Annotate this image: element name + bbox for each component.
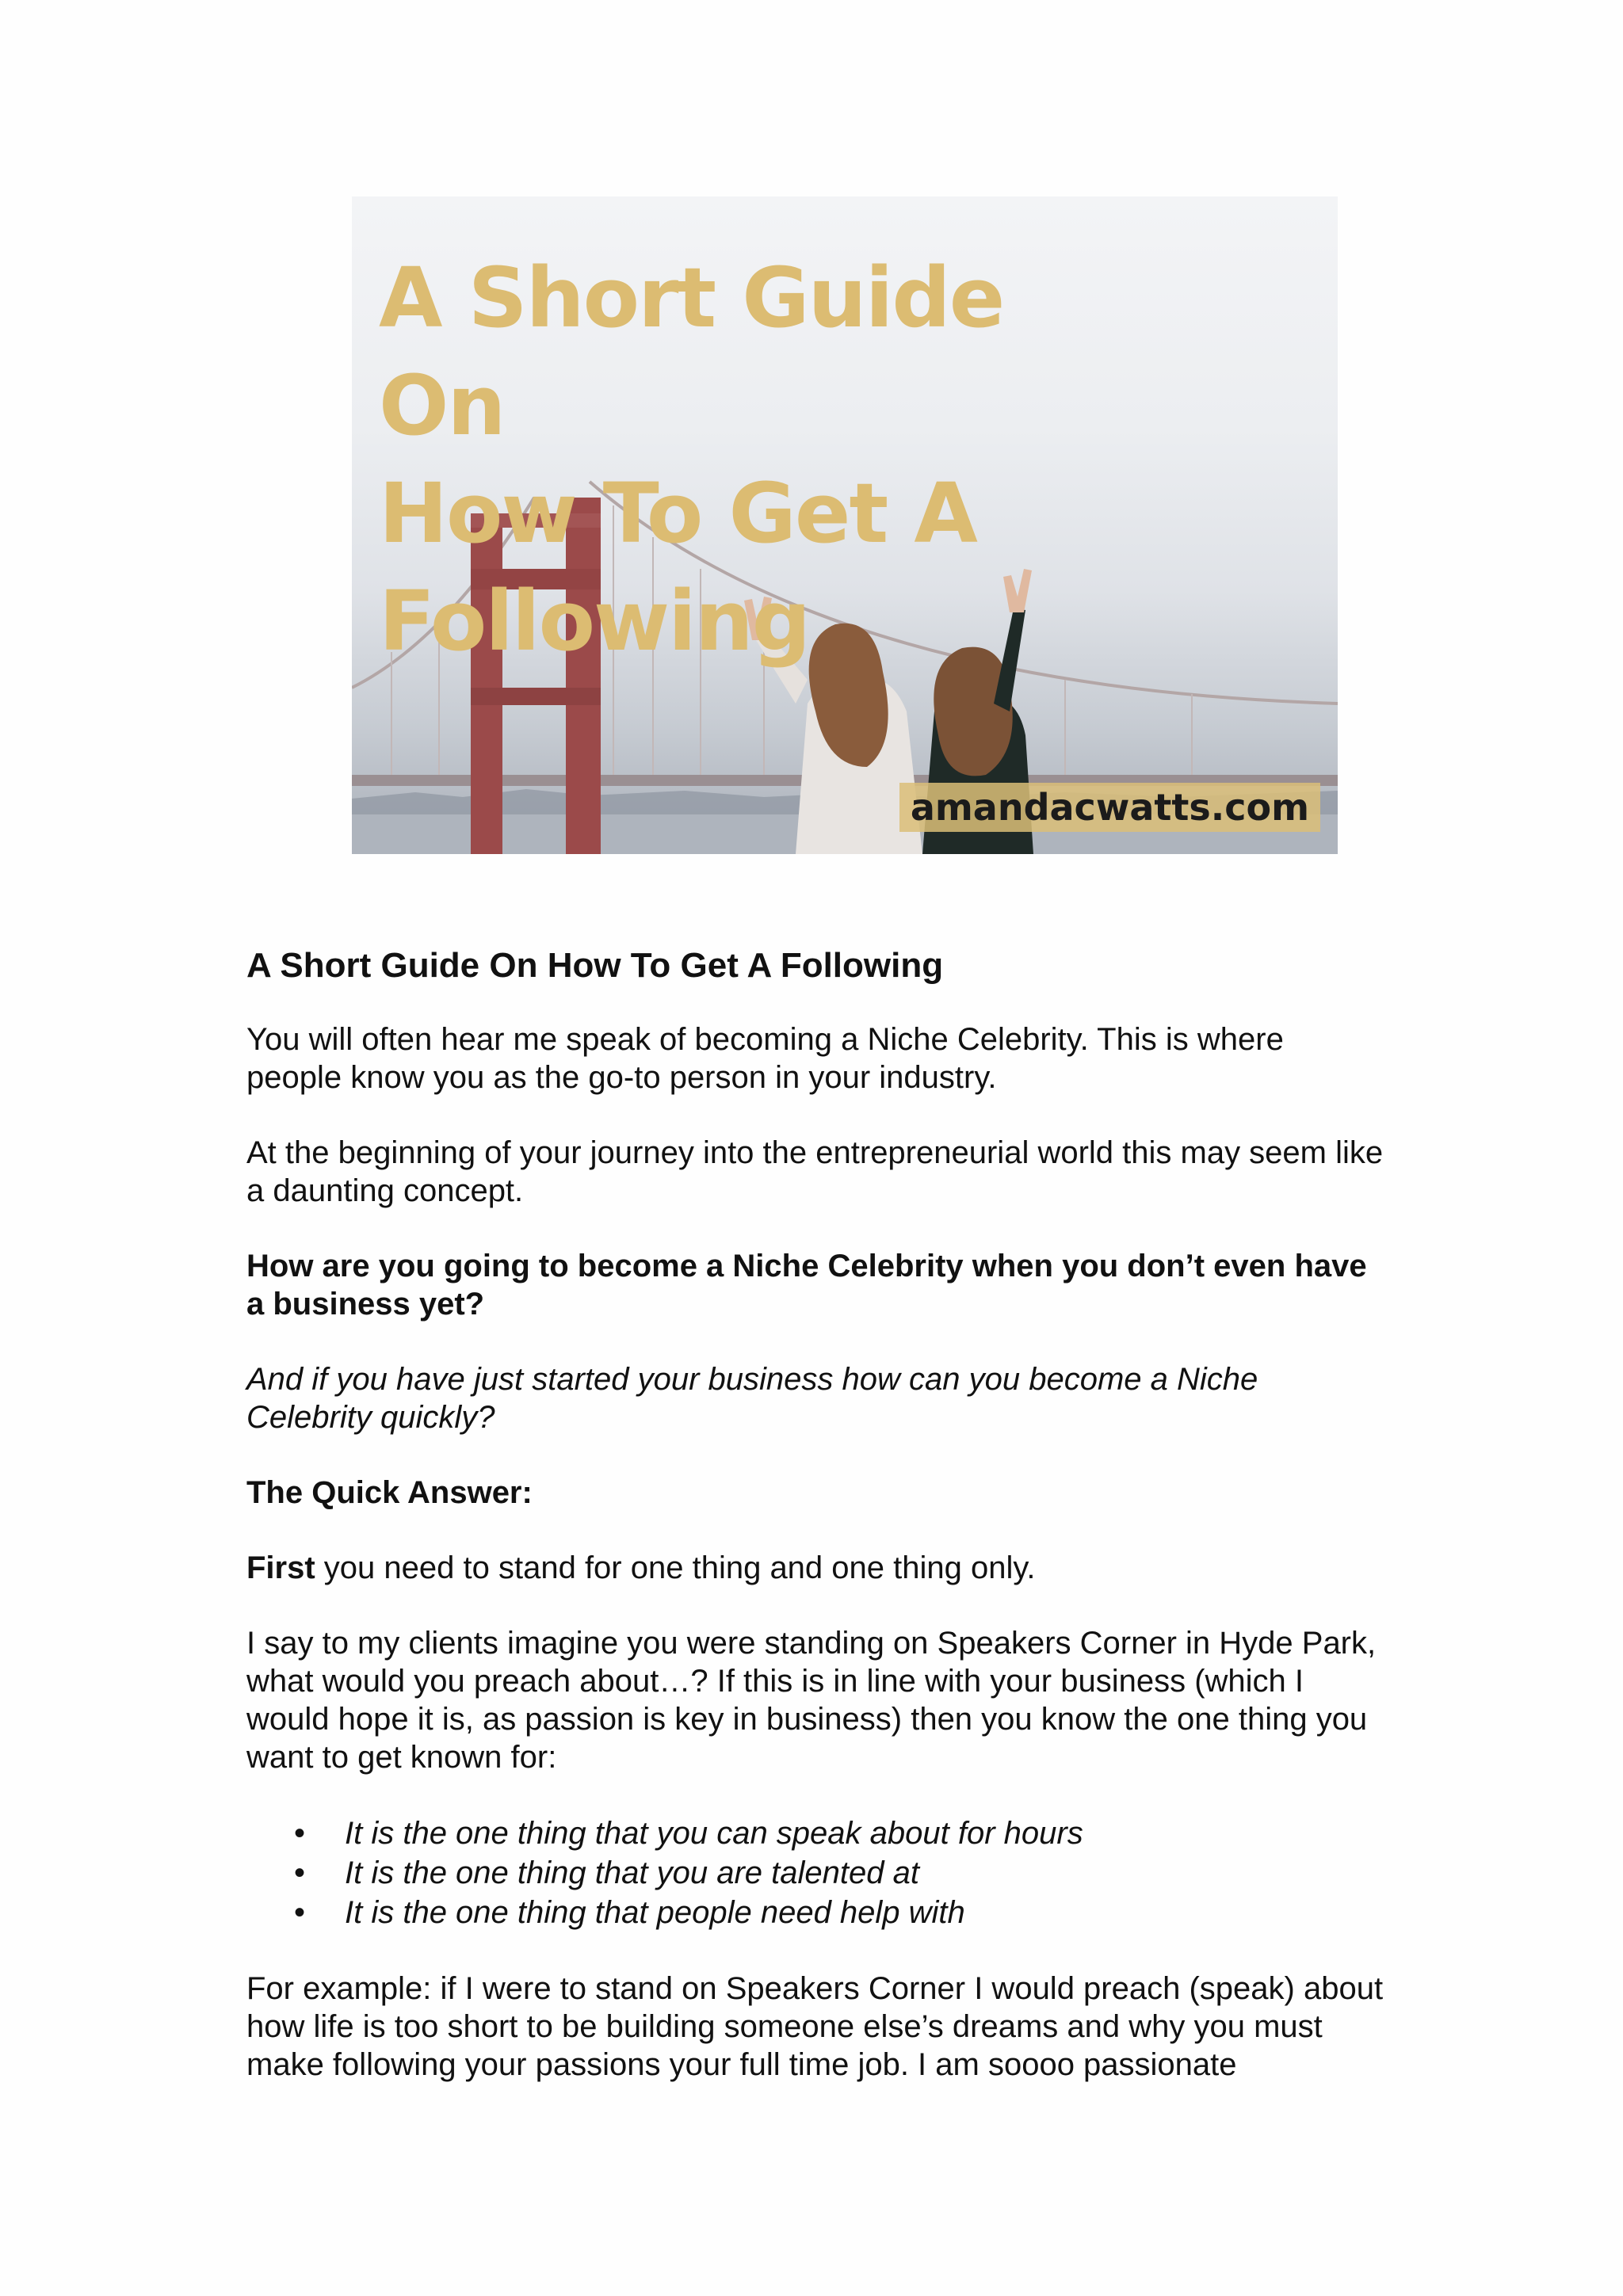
- quick-answer-heading: The Quick Answer:: [246, 1475, 533, 1510]
- paragraph-question-bold: How are you going to become a Niche Celebrity when you don’t even have a business yet?: [246, 1249, 1367, 1322]
- list-item-text: It is the one thing that people need help with: [345, 1895, 965, 1930]
- hero-title-line-2: How To Get A: [379, 465, 976, 562]
- paragraph-question-italic: And if you have just started your business how can you become a Niche Celebrity quickly?: [246, 1362, 1258, 1435]
- document-title: A Short Guide On How To Get A Following: [246, 946, 944, 985]
- bullet-icon: •: [294, 1895, 306, 1930]
- paragraph-first: [246, 1549, 1388, 1587]
- header-image: [352, 196, 1338, 854]
- paragraph-speakers-corner: I say to my clients imagine you were standing on Speakers Corner in Hyde Park, what would you preach about…? If this is in line with your business (which I would hope it is, as passion is key in business) then you know the one thing you want to get known for:: [246, 1626, 1377, 1775]
- bullet-icon: •: [294, 1855, 306, 1890]
- bullet-list: [246, 1814, 1388, 1932]
- paragraph-example: For example: if I were to stand on Speakers Corner I would preach (speak) about how life is too short to be building someone else’s dreams and why you must make following your passions your full time job. I am soooo passionate: [246, 1971, 1384, 2082]
- hero-title-line-3: Following: [379, 573, 810, 669]
- list-item: [246, 1893, 1388, 1932]
- hero-title-line-1: A Short Guide On: [379, 250, 1004, 454]
- list-item-text: It is the one thing that you can speak about for hours: [345, 1816, 1083, 1851]
- first-bold-word: First: [246, 1550, 315, 1585]
- document-body: [246, 938, 1388, 2084]
- list-item: [246, 1853, 1388, 1893]
- paragraph-intro: You will often hear me speak of becoming a Niche Celebrity. This is where people know you as the go-to person in your industry.: [246, 1022, 1284, 1095]
- hero-title: [379, 244, 1092, 675]
- hero-site-watermark: amandacwatts.com: [899, 783, 1320, 832]
- list-item-text: It is the one thing that you are talented at: [345, 1855, 919, 1890]
- list-item: [246, 1814, 1388, 1853]
- paragraph-beginning: At the beginning of your journey into the entrepreneurial world this may seem like a daunting concept.: [246, 1135, 1384, 1208]
- bullet-icon: •: [294, 1816, 306, 1851]
- first-rest-text: you need to stand for one thing and one thing only.: [315, 1550, 1036, 1585]
